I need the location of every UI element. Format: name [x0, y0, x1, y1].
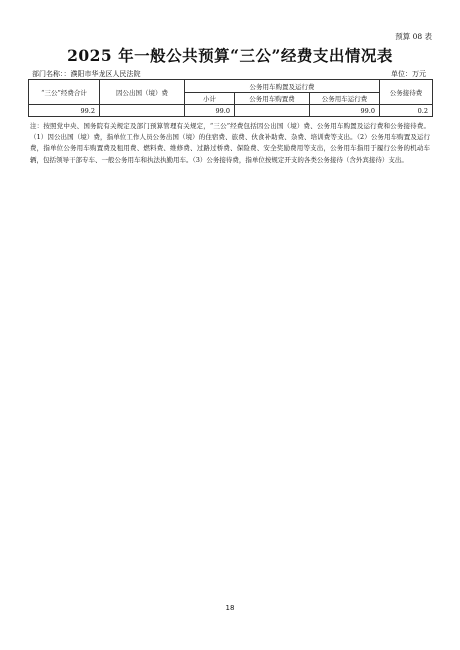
- cell-reception: 0.2: [380, 105, 433, 117]
- department-label: 部门名称：：濮阳市华龙区人民法院: [32, 70, 141, 78]
- cell-total: 99.2: [29, 105, 100, 117]
- budget-table: [28, 79, 433, 117]
- header-operation: 公务用车运行费: [310, 93, 380, 105]
- page-title: 2025 年一般公共预算“三公”经费支出情况表: [67, 46, 393, 65]
- table-row: [29, 105, 433, 117]
- header-abroad: 因公出国（境）费: [100, 80, 185, 105]
- header-vehicle-group: 公务用车购置及运行费: [185, 80, 380, 93]
- header-purchase: 公务用车购置费: [235, 93, 310, 105]
- header-subtotal: 小计: [185, 93, 235, 105]
- cell-subtotal: 99.0: [185, 105, 235, 117]
- cell-abroad: [100, 105, 185, 117]
- unit-label: 单位：万元: [391, 70, 426, 78]
- header-reception: 公务接待费: [380, 80, 433, 105]
- cell-operation: 99.0: [310, 105, 380, 117]
- table-note: 注：按照党中央、国务院有关规定及部门预算管理有关规定，“三公”经费包括因公出国（境）费、公务用车购置及运行费和公务接待费。（1）因公出国（境）费，指单位工作人员公务出国（境）的住宿费、旅费、伙食补助费、杂费、培训费等支出。（2）公务用车购置及运行费，指单位公务用车购置费及租用费、燃料费、维修费、过路过桥费、保险费、安全奖励费用等支出，公务用车指用于履行公务的机动车辆，包括领导干部专车、一般公务用车和执法执勤用车。（3）公务接待费，指单位按规定开支的各类公务接待（含外宾接待）支出。: [30, 122, 430, 164]
- header-total: “三公”经费合计: [29, 80, 100, 105]
- page-number: 18: [225, 604, 235, 612]
- form-number: 预算 08 表: [395, 32, 432, 41]
- cell-purchase: [235, 105, 310, 117]
